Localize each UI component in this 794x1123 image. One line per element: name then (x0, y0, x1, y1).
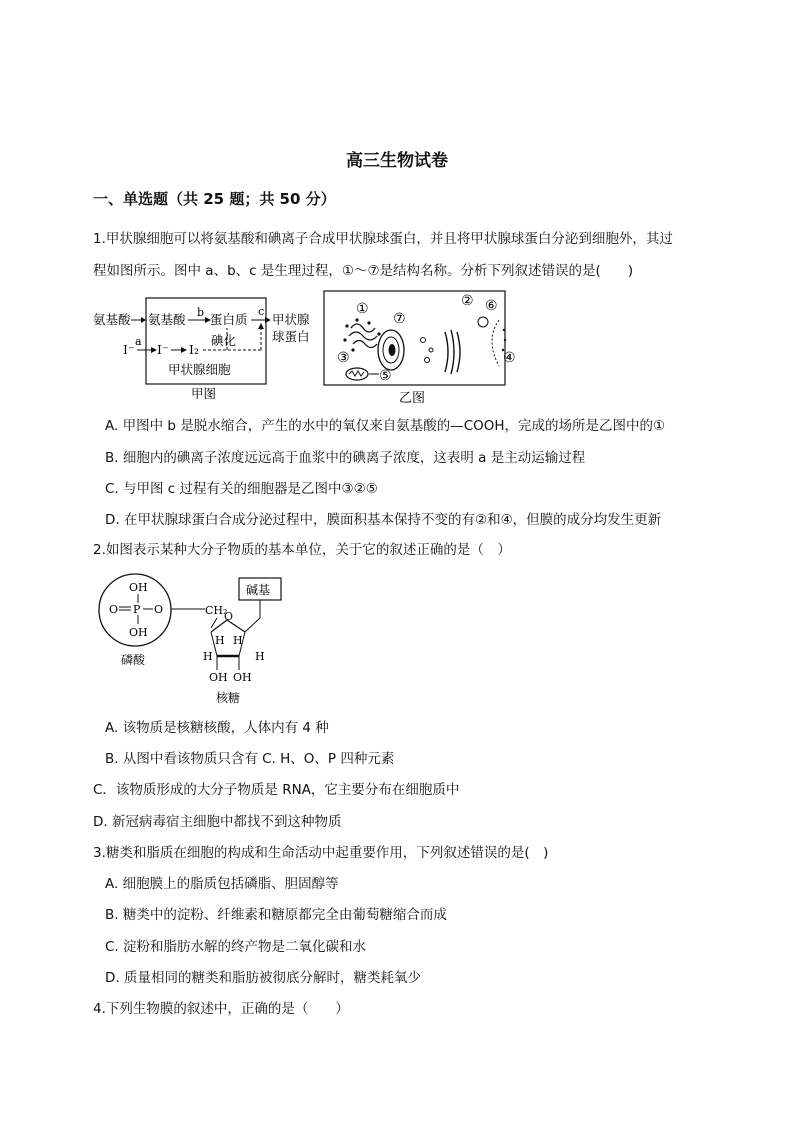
question-1-stem-line1: 1.甲状腺细胞可以将氨基酸和碘离子合成甲状腺球蛋白，并且将甲状腺球蛋白分泌到细胞外，其过 (93, 231, 673, 247)
section-heading: 一、单选题（共 25 题；共 50 分） (93, 190, 336, 208)
h-1: H (215, 634, 225, 647)
thyroglobulin-line2: 球蛋白 (272, 329, 310, 344)
iodine-label: I₂ (189, 342, 199, 357)
process-c-label: c (258, 305, 265, 318)
figure-jia-caption: 甲图 (191, 386, 217, 401)
figure-nucleotide (93, 574, 303, 706)
label-4: ④ (503, 350, 516, 366)
question-3-option-d: D. 质量相同的糖类和脂肪被彻底分解时，糖类耗氧少 (105, 970, 421, 986)
iodination-label: 碘化 (211, 333, 237, 348)
question-3-option-b: B. 糖类中的淀粉、纤维素和糖原都完全由葡萄糖缩合而成 (105, 907, 447, 923)
h-3: H (203, 650, 213, 663)
page-title: 高三生物试卷 (346, 151, 448, 171)
thyroid-cell-label: 甲状腺细胞 (168, 362, 231, 377)
question-2-option-a: A. 该物质是核糖核酸，人体内有 4 种 (105, 720, 329, 736)
figure-yi (323, 290, 516, 406)
amino-acid-inside: 氨基酸 (148, 312, 186, 327)
question-2-option-d: D. 新冠病毒宿主细胞中都找不到这种物质 (93, 814, 342, 830)
question-2-option-b: B. 从图中看该物质只含有 C. H、O、P 四种元素 (105, 751, 395, 767)
ch2-label: CH₂ (205, 604, 228, 617)
question-3-stem: 3.糖类和脂质在细胞的构成和生命活动中起重要作用，下列叙述错误的是( ) (93, 845, 549, 861)
phosphate-o-double: O (109, 603, 119, 616)
question-2-stem: 2.如图表示某种大分子物质的基本单位，关于它的叙述正确的是（ ） (93, 542, 511, 558)
label-1: ① (356, 301, 369, 317)
h-2: H (233, 634, 243, 647)
amino-acid-outside: 氨基酸 (93, 312, 131, 327)
membrane-4 (492, 320, 499, 366)
oh-right: OH (233, 671, 252, 684)
question-1-option-b: B. 细胞内的碘离子浓度远远高于血浆中的碘离子浓度，这表明 a 是主动运输过程 (105, 450, 586, 466)
phosphate-o-link: O (154, 603, 164, 616)
phosphate-oh-bottom: OH (129, 626, 148, 639)
phosphate-p: P (133, 603, 141, 616)
process-a-label: a (135, 335, 142, 348)
phosphate-oh-top: OH (129, 581, 148, 594)
label-6: ⑥ (485, 298, 498, 314)
question-1-option-d: D. 在甲状腺球蛋白合成分泌过程中，膜面积基本保持不变的有②和④，但膜的成分均发生更新 (105, 512, 662, 528)
protein-label: 蛋白质 (210, 312, 248, 327)
iodide-outside: I⁻ (123, 342, 135, 357)
ring-oxygen: O (224, 610, 234, 623)
er-shape (349, 324, 377, 348)
process-b-label: b (197, 306, 205, 319)
vesicle-6 (478, 317, 488, 327)
question-1-stem-line2: 程如图所示。图中 a、b、c 是生理过程，①～⑦是结构名称。分析下列叙述错误的是( ) (93, 263, 634, 279)
question-2-option-c: C．该物质形成的大分子物质是 RNA，它主要分布在细胞质中 (93, 782, 460, 798)
question-3-option-a: A. 细胞膜上的脂质包括磷脂、胆固醇等 (105, 876, 339, 892)
oh-left: OH (209, 671, 228, 684)
phosphate-label: 磷酸 (121, 653, 146, 667)
label-3: ③ (337, 350, 350, 366)
base-label: 碱基 (246, 583, 271, 597)
thyroglobulin-line1: 甲状腺 (272, 312, 310, 327)
figure-yi-caption: 乙图 (399, 391, 426, 406)
question-4-stem: 4.下列生物膜的叙述中，正确的是（ ） (93, 1001, 349, 1017)
figure-jia (93, 292, 333, 404)
label-7: ⑦ (393, 311, 406, 327)
question-3-option-c: C. 淀粉和脂肪水解的终产物是二氧化碳和水 (105, 939, 367, 955)
label-2: ② (461, 293, 474, 309)
iodide-inside: I⁻ (157, 342, 169, 357)
cell-frame (324, 291, 505, 385)
question-1-option-c: C. 与甲图 c 过程有关的细胞器是乙图中③②⑤ (105, 481, 378, 497)
golgi-shape (445, 330, 460, 374)
ribose-label: 核糖 (216, 691, 241, 705)
h-4: H (255, 650, 265, 663)
label-5: ⑤ (379, 368, 392, 384)
question-1-option-a: A. 甲图中 b 是脱水缩合，产生的水中的氧仅来自氨基酸的—COOH，完成的场所是乙图中的① (105, 418, 666, 434)
